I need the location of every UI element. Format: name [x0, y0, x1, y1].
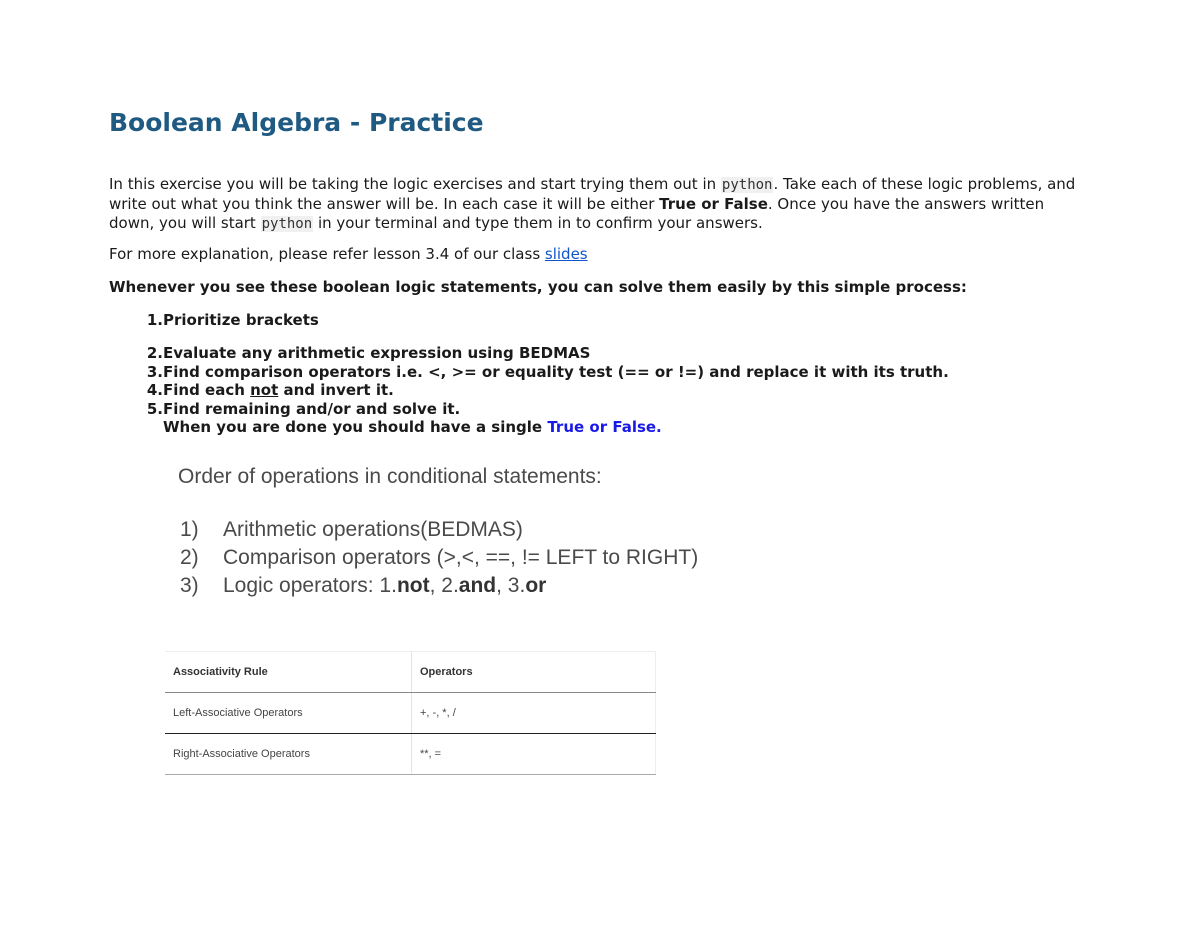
- table-cell: +, -, *, /: [412, 693, 656, 734]
- op-or: or: [525, 574, 547, 597]
- order-title: Order of operations in conditional statements:: [178, 465, 602, 488]
- step-text: Find remaining and/or and solve it.: [163, 400, 461, 418]
- step-text-post: and invert it.: [278, 381, 394, 399]
- table-cell: Right-Associative Operators: [165, 734, 412, 775]
- order-item-text: Arithmetic operations(BEDMAS): [223, 518, 523, 541]
- header-operators: Operators: [412, 652, 656, 693]
- step-number: 4.: [146, 381, 163, 399]
- table-cell: Left-Associative Operators: [165, 693, 412, 734]
- inline-code-python-2: python: [261, 216, 313, 232]
- step-text: [163, 381, 394, 399]
- table-row: [165, 734, 656, 775]
- order-item: [180, 574, 546, 598]
- final-highlight: True or False.: [547, 418, 662, 436]
- step-item: [109, 311, 319, 329]
- intro-paragraph: [109, 175, 1084, 234]
- header-associativity-rule: Associativity Rule: [165, 652, 412, 693]
- order-item-number: 2): [180, 546, 199, 569]
- table-header-row: [165, 652, 656, 693]
- step-text: Evaluate any arithmetic expression using BEDMAS: [163, 344, 591, 362]
- step-text-pre: Find each: [163, 381, 251, 399]
- step-text: Find comparison operators i.e. <, >= or equality test (== or !=) and replace it with its truth.: [163, 363, 949, 381]
- table-cell: **, =: [412, 734, 656, 775]
- step-text: Prioritize brackets: [163, 311, 319, 329]
- step-number: 5.: [146, 400, 163, 418]
- associativity-table: [165, 651, 656, 775]
- true-false-bold: True or False: [659, 195, 768, 213]
- process-heading: Whenever you see these boolean logic statements, you can solve them easily by this simple process:: [109, 278, 967, 296]
- order-item-number: 1): [180, 518, 199, 541]
- order-sep: , 3.: [496, 574, 526, 597]
- final-text: When you are done you should have a single: [163, 418, 548, 436]
- final-note: [109, 418, 662, 436]
- step-item: [109, 344, 591, 362]
- step-number: 3.: [146, 363, 163, 381]
- more-text: For more explanation, please refer lesson 3.4 of our class: [109, 245, 545, 263]
- inline-code-python: python: [721, 177, 773, 193]
- intro-text-1: In this exercise you will be taking the logic exercises and start trying them out in: [109, 175, 721, 193]
- intro-text-4: in your terminal and type them in to confirm your answers.: [313, 214, 763, 232]
- step-text-underlined: not: [250, 381, 279, 399]
- order-item: [180, 546, 698, 570]
- order-item: [180, 518, 523, 542]
- op-not: not: [396, 574, 430, 597]
- step-number: 1.: [146, 311, 163, 329]
- intro-text-3: . Once you have the answers written down, you will start: [109, 195, 1045, 232]
- order-item-text: Comparison operators (>,<, ==, != LEFT to RIGHT): [223, 546, 699, 569]
- order-sep: , 2.: [429, 574, 459, 597]
- slides-link[interactable]: slides: [544, 245, 588, 263]
- step-number: 2.: [146, 344, 163, 362]
- page-title: Boolean Algebra - Practice: [109, 108, 484, 137]
- step-item: [109, 381, 394, 399]
- table-row: [165, 693, 656, 734]
- step-item: [109, 400, 461, 418]
- op-and: and: [458, 574, 497, 597]
- intro-text-2: . Take each of these logic problems, and write out what you think the answer will be. In each case it will be either: [109, 175, 1076, 213]
- order-item-number: 3): [180, 574, 199, 597]
- order-item-text: Logic operators: 1.: [223, 574, 397, 597]
- more-explanation: [109, 245, 588, 263]
- step-item: [109, 363, 949, 381]
